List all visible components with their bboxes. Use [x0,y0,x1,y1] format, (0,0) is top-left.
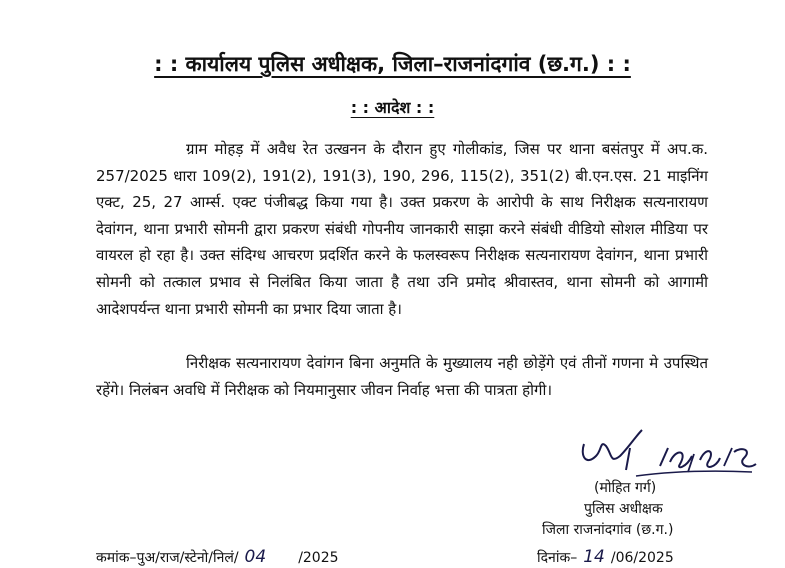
reference-number [96,547,339,567]
paragraph-1-text: ग्राम मोहड़ में अवैध रेत उत्खनन के दौरान हुए गोलीकांड, जिस पर थाना बसंतपुर में अप.क. 257/2025 धारा 109(2), 191(2), 191(3), 190, 296, 115(2), 351(2) बी.एन.एस. 21 माइनिंग एक्ट, 25, 27 आर्म्स. एक्ट पंजीबद्ध किया गया है। उक्त प्रकरण के आरोपी के साथ निरीक्षक सत्यनारायण देवांगन, थाना प्रभारी सोमनी द्वारा प्रकरण संबंधी गोपनीय जानकारी साझा करने संबंधी वीडियो सोशल मीडिया पर वायरल हो रहा है। उक्त संदिग्ध आचरण प्रदर्शित करने के फलस्वरूप निरीक्षक सत्यनारायण देवांगन, थाना प्रभारी सोमनी को तत्काल प्रभाव से निलंबित किया जाता है तथा उनि प्रमोद श्रीवास्तव, थाना सोमनी को आगामी आदेशपर्यन्त थाना प्रभारी सोमनी का प्रभार दिया जाता है। [96,140,708,318]
signatory-district: जिला राजनांदगांव (छ.ग.) [542,522,674,538]
order-subheading: : : आदेश : : [350,98,435,117]
order-date [537,547,674,567]
order-paragraph-2 [96,350,708,403]
reference-year: /2025 [298,550,339,566]
signatory-designation: पुलिस अधीक्षक [584,501,663,517]
date-month-year: /06/2025 [610,550,674,566]
reference-prefix: कमांक–पुअ/राज/स्टेनो/निलं/ [96,550,239,566]
paragraph-2-text: निरीक्षक सत्यनारायण देवांगन बिना अनुमति के मुख्यालय नही छोड़ेंगे एवं तीनों गणना मे उपस्थित रहेंगे। निलंबन अवधि में निरीक्षक को नियमानुसार जीवन निर्वाह भत्ता की पात्रता होगी। [96,354,708,399]
date-handwritten-day: 14 [583,547,605,567]
handwritten-signature [576,426,766,484]
office-heading: : : कार्यालय पुलिस अधीक्षक, जिला–राजनांदगांव (छ.ग.) : : [154,52,631,76]
reference-handwritten-number: 04 [244,547,267,567]
signatory-name: (मोहित गर्ग) [594,480,657,496]
date-prefix: दिनांक– [537,550,578,566]
order-paragraph-1 [96,136,708,322]
